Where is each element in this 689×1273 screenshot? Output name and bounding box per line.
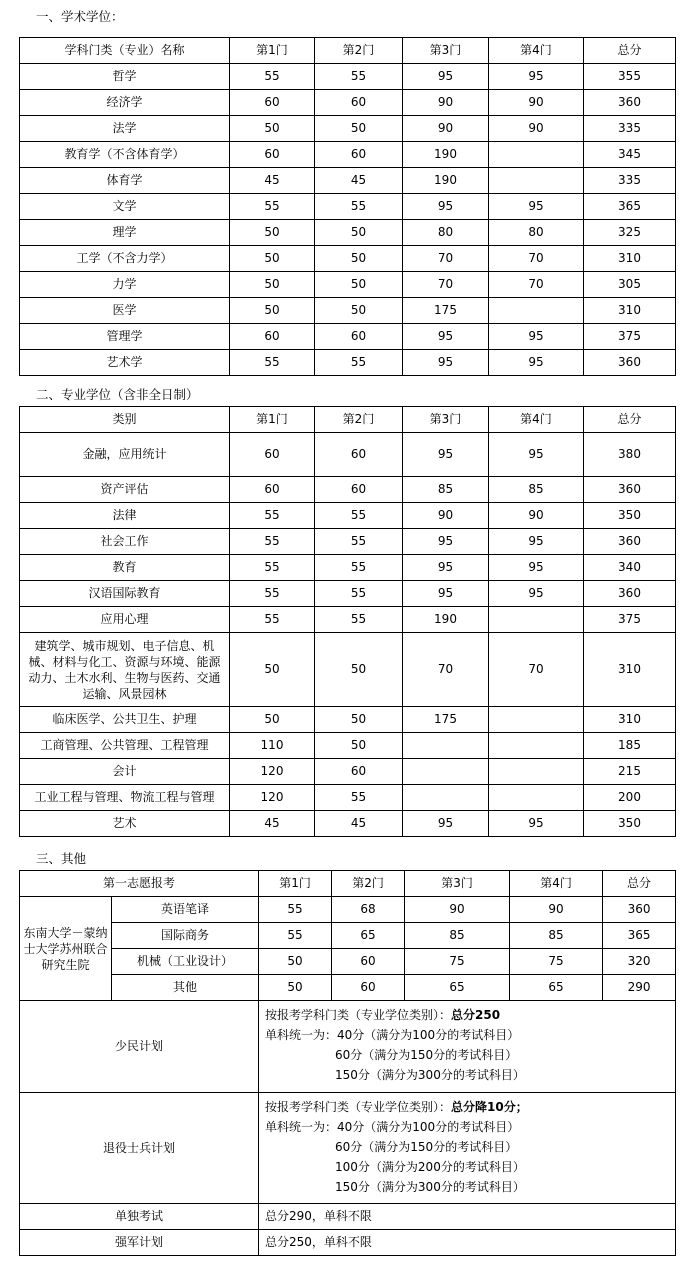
- score-cell: 60: [230, 324, 315, 350]
- score-cell: 55: [230, 529, 315, 555]
- column-header: 第4门: [489, 407, 584, 433]
- score-cell: 375: [584, 607, 676, 633]
- score-cell: 55: [315, 607, 403, 633]
- column-header: 第1门: [230, 407, 315, 433]
- table-row: [20, 272, 676, 298]
- plan-line: 60分（满分为150分的考试科目）: [335, 1140, 518, 1154]
- table-row: [20, 503, 676, 529]
- score-cell: [489, 607, 584, 633]
- column-header: 第1门: [259, 871, 332, 897]
- score-cell: 310: [584, 246, 676, 272]
- table-row: [20, 324, 676, 350]
- score-cell: 60: [315, 90, 403, 116]
- score-cell: 55: [230, 194, 315, 220]
- plan-row: [20, 1001, 676, 1093]
- score-cell: 50: [230, 220, 315, 246]
- column-header: 第1门: [230, 38, 315, 64]
- score-cell: 355: [584, 64, 676, 90]
- row-label: 建筑学、城市规划、电子信息、机械、材料与化工、资源与环境、能源动力、土木水利、生物与医药、交通运输、风景园林: [20, 633, 230, 707]
- row-label: 教育: [20, 555, 230, 581]
- plan-total-score: 总分降10分；: [451, 1100, 528, 1114]
- score-cell: 60: [230, 90, 315, 116]
- score-cell: 70: [489, 272, 584, 298]
- score-cell: 305: [584, 272, 676, 298]
- score-cell: [489, 759, 584, 785]
- row-label: 教育学（不含体育学）: [20, 142, 230, 168]
- score-cell: 95: [489, 350, 584, 376]
- plan-line: 150分（满分为300分的考试科目）: [335, 1180, 525, 1194]
- row-label: 法学: [20, 116, 230, 142]
- score-cell: 95: [489, 555, 584, 581]
- score-cell: 360: [584, 581, 676, 607]
- table-row: [20, 298, 676, 324]
- score-cell: 60: [230, 142, 315, 168]
- score-cell: 60: [230, 433, 315, 477]
- score-cell: 95: [403, 350, 489, 376]
- score-cell: 45: [230, 168, 315, 194]
- score-cell: 55: [315, 785, 403, 811]
- column-header: 第3门: [403, 407, 489, 433]
- score-cell: 60: [315, 142, 403, 168]
- row-label: 其他: [112, 975, 259, 1001]
- score-cell: 85: [510, 923, 603, 949]
- plan-line: [265, 1005, 669, 1025]
- score-cell: 80: [403, 220, 489, 246]
- score-cell: [489, 142, 584, 168]
- plan-line: 100分（满分为200分的考试科目）: [335, 1160, 525, 1174]
- table-row: [20, 220, 676, 246]
- row-label: 艺术学: [20, 350, 230, 376]
- score-cell: 95: [403, 433, 489, 477]
- score-cell: 90: [510, 897, 603, 923]
- score-cell: 50: [315, 272, 403, 298]
- score-cell: 90: [405, 897, 510, 923]
- plan-line-prefix: 按报考学科门类（专业学位类别）：: [265, 1008, 452, 1022]
- plan-name: 单独考试: [20, 1204, 259, 1230]
- table-row: [20, 350, 676, 376]
- table-row: [20, 581, 676, 607]
- score-cell: 290: [603, 975, 676, 1001]
- score-cell: 350: [584, 811, 676, 837]
- table-row: [20, 975, 676, 1001]
- table-row: [20, 707, 676, 733]
- score-cell: 55: [259, 923, 332, 949]
- score-cell: [489, 168, 584, 194]
- score-cell: 60: [315, 477, 403, 503]
- row-label: 文学: [20, 194, 230, 220]
- plan-line: 单科统一为：40分（满分为100分的考试科目）: [265, 1120, 520, 1134]
- score-cell: 375: [584, 324, 676, 350]
- plan-description: [259, 1001, 676, 1093]
- score-cell: 55: [315, 503, 403, 529]
- score-cell: 60: [315, 433, 403, 477]
- score-cell: 190: [403, 607, 489, 633]
- score-cell: 55: [315, 555, 403, 581]
- score-cell: 365: [584, 194, 676, 220]
- table-row: [20, 949, 676, 975]
- column-header: 学科门类（专业）名称: [20, 38, 230, 64]
- table-row: [20, 555, 676, 581]
- row-label: 法律: [20, 503, 230, 529]
- score-cell: 68: [332, 897, 405, 923]
- row-label: 理学: [20, 220, 230, 246]
- score-cell: 360: [584, 350, 676, 376]
- score-cell: 70: [489, 246, 584, 272]
- column-header: 总分: [584, 38, 676, 64]
- score-cell: 50: [315, 707, 403, 733]
- row-label: 管理学: [20, 324, 230, 350]
- row-label: 体育学: [20, 168, 230, 194]
- score-cell: 50: [315, 298, 403, 324]
- score-cell: 95: [489, 324, 584, 350]
- table-row: [20, 633, 676, 707]
- table-row: [20, 142, 676, 168]
- academic-header-row: [20, 38, 676, 64]
- score-cell: 55: [259, 897, 332, 923]
- score-cell: 190: [403, 168, 489, 194]
- score-cell: 50: [315, 633, 403, 707]
- score-cell: [489, 707, 584, 733]
- row-label: 应用心理: [20, 607, 230, 633]
- table-row: [20, 246, 676, 272]
- score-cell: 55: [230, 607, 315, 633]
- row-label: 国际商务: [112, 923, 259, 949]
- table-row: [20, 897, 676, 923]
- score-cell: 365: [603, 923, 676, 949]
- column-header: 总分: [603, 871, 676, 897]
- score-cell: 310: [584, 633, 676, 707]
- score-cell: 45: [315, 168, 403, 194]
- score-cell: 200: [584, 785, 676, 811]
- score-cell: 310: [584, 707, 676, 733]
- score-cell: 75: [405, 949, 510, 975]
- score-cell: 360: [584, 529, 676, 555]
- table-row: [20, 607, 676, 633]
- other-table: [19, 870, 676, 1256]
- score-cell: 95: [403, 64, 489, 90]
- plan-line: 单科统一为：40分（满分为100分的考试科目）: [265, 1028, 520, 1042]
- score-cell: 175: [403, 707, 489, 733]
- score-cell: 120: [230, 785, 315, 811]
- score-cell: 90: [489, 90, 584, 116]
- score-cell: 50: [315, 116, 403, 142]
- score-cell: 120: [230, 759, 315, 785]
- score-cell: 70: [403, 272, 489, 298]
- score-cell: 50: [230, 246, 315, 272]
- score-cell: 55: [230, 64, 315, 90]
- score-cell: [489, 733, 584, 759]
- score-cell: 50: [230, 272, 315, 298]
- plan-line-prefix: 按报考学科门类（专业学位类别）：: [265, 1100, 452, 1114]
- professional-header-row: [20, 407, 676, 433]
- score-cell: 60: [315, 759, 403, 785]
- row-label: 艺术: [20, 811, 230, 837]
- table-row: [20, 811, 676, 837]
- score-cell: 55: [315, 529, 403, 555]
- column-header: 第4门: [510, 871, 603, 897]
- section2-title: 二、专业学位（含非全日制）: [36, 387, 199, 402]
- score-cell: 95: [403, 811, 489, 837]
- score-cell: 70: [489, 633, 584, 707]
- score-cell: 55: [315, 581, 403, 607]
- score-cell: 85: [489, 477, 584, 503]
- score-cell: 360: [584, 90, 676, 116]
- score-cell: 310: [584, 298, 676, 324]
- other-header-row: [20, 871, 676, 897]
- row-label: 资产评估: [20, 477, 230, 503]
- score-cell: 50: [259, 975, 332, 1001]
- academic-degree-table: [19, 37, 676, 376]
- score-cell: [403, 759, 489, 785]
- row-label: 汉语国际教育: [20, 581, 230, 607]
- table-row: [20, 785, 676, 811]
- score-cell: 70: [403, 246, 489, 272]
- row-label: 工业工程与管理、物流工程与管理: [20, 785, 230, 811]
- score-cell: 90: [403, 503, 489, 529]
- plan-description: 总分290，单科不限: [259, 1204, 676, 1230]
- score-cell: 50: [230, 633, 315, 707]
- column-header: 第3门: [405, 871, 510, 897]
- score-cell: [489, 298, 584, 324]
- score-cell: 95: [489, 581, 584, 607]
- score-cell: 50: [230, 298, 315, 324]
- score-cell: 360: [584, 477, 676, 503]
- plan-row: [20, 1230, 676, 1256]
- score-cell: 95: [403, 581, 489, 607]
- score-cell: 45: [230, 811, 315, 837]
- plan-description: 总分250，单科不限: [259, 1230, 676, 1256]
- plan-row: [20, 1204, 676, 1230]
- score-cell: 55: [230, 581, 315, 607]
- row-label: 社会工作: [20, 529, 230, 555]
- score-cell: 95: [489, 529, 584, 555]
- score-cell: 325: [584, 220, 676, 246]
- score-cell: 75: [510, 949, 603, 975]
- score-cell: 65: [332, 923, 405, 949]
- column-header: 类别: [20, 407, 230, 433]
- plan-total-score: 总分250: [451, 1008, 501, 1022]
- row-label: 工商管理、公共管理、工程管理: [20, 733, 230, 759]
- table-row: [20, 168, 676, 194]
- column-header: 第2门: [315, 38, 403, 64]
- score-cell: 50: [259, 949, 332, 975]
- score-cell: 95: [403, 555, 489, 581]
- score-cell: 65: [405, 975, 510, 1001]
- row-label: 工学（不含力学）: [20, 246, 230, 272]
- score-cell: 85: [405, 923, 510, 949]
- row-label: 会计: [20, 759, 230, 785]
- score-cell: 110: [230, 733, 315, 759]
- score-cell: 185: [584, 733, 676, 759]
- score-cell: 60: [315, 324, 403, 350]
- plan-line: 150分（满分为300分的考试科目）: [335, 1068, 525, 1082]
- section3-title: 三、其他: [36, 851, 87, 866]
- score-cell: 50: [315, 733, 403, 759]
- table-row: [20, 529, 676, 555]
- score-cell: 60: [332, 949, 405, 975]
- score-cell: 65: [510, 975, 603, 1001]
- column-header: 第2门: [315, 407, 403, 433]
- score-cell: 90: [403, 90, 489, 116]
- plan-line: 60分（满分为150分的考试科目）: [335, 1048, 518, 1062]
- column-header: 第3门: [403, 38, 489, 64]
- table-row: [20, 733, 676, 759]
- professional-degree-table: [19, 406, 676, 837]
- score-cell: 50: [230, 707, 315, 733]
- score-cell: 340: [584, 555, 676, 581]
- score-cell: 345: [584, 142, 676, 168]
- score-cell: 55: [315, 350, 403, 376]
- score-cell: 80: [489, 220, 584, 246]
- score-cell: 335: [584, 168, 676, 194]
- score-cell: 60: [332, 975, 405, 1001]
- row-label: 英语笔译: [112, 897, 259, 923]
- table-row: [20, 923, 676, 949]
- score-cell: 175: [403, 298, 489, 324]
- score-cell: 50: [315, 246, 403, 272]
- table-row: [20, 759, 676, 785]
- table-row: [20, 116, 676, 142]
- table-row: [20, 194, 676, 220]
- score-cell: 55: [315, 64, 403, 90]
- score-cell: 90: [489, 503, 584, 529]
- score-cell: 55: [230, 555, 315, 581]
- row-label: 机械（工业设计）: [112, 949, 259, 975]
- score-cell: 95: [489, 64, 584, 90]
- score-cell: 95: [489, 433, 584, 477]
- score-cell: [403, 785, 489, 811]
- score-cell: 95: [403, 324, 489, 350]
- row-label: 经济学: [20, 90, 230, 116]
- score-cell: 85: [403, 477, 489, 503]
- score-cell: [403, 733, 489, 759]
- row-label: 力学: [20, 272, 230, 298]
- score-cell: 45: [315, 811, 403, 837]
- column-header: 第4门: [489, 38, 584, 64]
- plan-name: 退役士兵计划: [20, 1093, 259, 1204]
- row-label: 金融，应用统计: [20, 433, 230, 477]
- score-cell: 215: [584, 759, 676, 785]
- table-row: [20, 64, 676, 90]
- score-cell: 360: [603, 897, 676, 923]
- score-cell: 350: [584, 503, 676, 529]
- plan-name: 强军计划: [20, 1230, 259, 1256]
- section1-title: 一、学术学位：: [36, 9, 124, 24]
- score-cell: 95: [489, 811, 584, 837]
- score-cell: 320: [603, 949, 676, 975]
- score-cell: 70: [403, 633, 489, 707]
- score-cell: 55: [230, 503, 315, 529]
- score-cell: 90: [403, 116, 489, 142]
- row-label: 医学: [20, 298, 230, 324]
- column-header: 总分: [584, 407, 676, 433]
- score-cell: 50: [315, 220, 403, 246]
- table-row: [20, 477, 676, 503]
- score-cell: 55: [315, 194, 403, 220]
- table-row: [20, 433, 676, 477]
- score-cell: 95: [403, 529, 489, 555]
- plan-description: [259, 1093, 676, 1204]
- column-header: 第一志愿报考: [20, 871, 259, 897]
- score-cell: 60: [230, 477, 315, 503]
- plan-row: [20, 1093, 676, 1204]
- score-cell: 95: [403, 194, 489, 220]
- group-name: 东南大学－蒙纳士大学苏州联合研究生院: [20, 897, 112, 1001]
- score-cell: 335: [584, 116, 676, 142]
- score-cell: [489, 785, 584, 811]
- score-cell: 90: [489, 116, 584, 142]
- plan-line: [265, 1097, 669, 1117]
- plan-name: 少民计划: [20, 1001, 259, 1093]
- column-header: 第2门: [332, 871, 405, 897]
- row-label: 哲学: [20, 64, 230, 90]
- score-cell: 380: [584, 433, 676, 477]
- score-cell: 95: [489, 194, 584, 220]
- table-row: [20, 90, 676, 116]
- score-cell: 50: [230, 116, 315, 142]
- score-cell: 55: [230, 350, 315, 376]
- row-label: 临床医学、公共卫生、护理: [20, 707, 230, 733]
- score-cell: 190: [403, 142, 489, 168]
